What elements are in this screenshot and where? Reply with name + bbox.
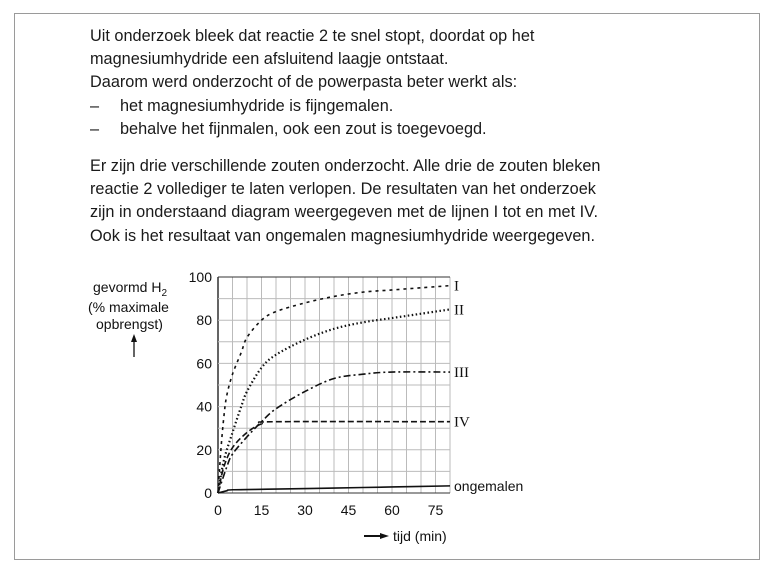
list-item-text: behalve het fijnmalen, ook een zout is toegevoegd. (120, 119, 487, 138)
y-tick-label: 40 (196, 398, 212, 415)
paragraph-line: Daarom werd onderzocht of de powerpasta beter werkt als: (90, 73, 518, 92)
x-axis-label: tijd (min) (393, 528, 447, 544)
paragraph-line: Er zijn drie verschillende zouten onderzocht. Alle drie de zouten bleken (90, 157, 601, 176)
series-label: IV (454, 414, 470, 431)
y-arrow-icon (131, 334, 137, 357)
series-label: III (454, 365, 469, 382)
paragraph-line: magnesiumhydride een afsluitend laagje ontstaat. (90, 50, 449, 69)
x-tick-label: 15 (253, 502, 270, 518)
paragraph-line: Ook is het resultaat van ongemalen magnesiumhydride weergegeven. (90, 226, 596, 245)
paragraph-line: Uit onderzoek bleek dat reactie 2 te snel stopt, doordat op het (90, 27, 535, 45)
paragraph-line: zijn in onderstaand diagram weergegeven met de lijnen I tot en met IV. (90, 203, 599, 222)
x-tick-label: 60 (384, 502, 400, 518)
chart-ticks (189, 269, 524, 518)
chart-grid (218, 277, 450, 493)
y-tick-label: 80 (196, 312, 212, 329)
paragraph-line: reactie 2 vollediger te laten verlopen. De resultaten van het onderzoek (90, 180, 596, 199)
y-axis-label: gevormd $H_2$ (93, 279, 168, 299)
x-tick-label: 45 (340, 502, 357, 518)
y-axis-label: (% maximale (88, 299, 169, 315)
y-tick-label: 100 (188, 269, 212, 285)
x-tick-label: 75 (427, 502, 444, 518)
series-label: II (454, 302, 464, 319)
series-label: ongemalen (454, 477, 524, 494)
bullet: – (90, 96, 100, 115)
y-tick-label: 60 (196, 355, 212, 372)
x-tick-label: 0 (214, 502, 222, 518)
y-axis-label: opbrengst) (96, 316, 163, 332)
y-tick-label: 0 (204, 485, 212, 501)
x-arrow-icon (364, 533, 389, 539)
list-item-text: het magnesiumhydride is fijngemalen. (120, 96, 394, 115)
y-tick-label: 20 (196, 441, 212, 458)
series-label: I (454, 278, 459, 295)
bullet: – (90, 119, 100, 138)
x-tick-label: 30 (297, 502, 313, 518)
